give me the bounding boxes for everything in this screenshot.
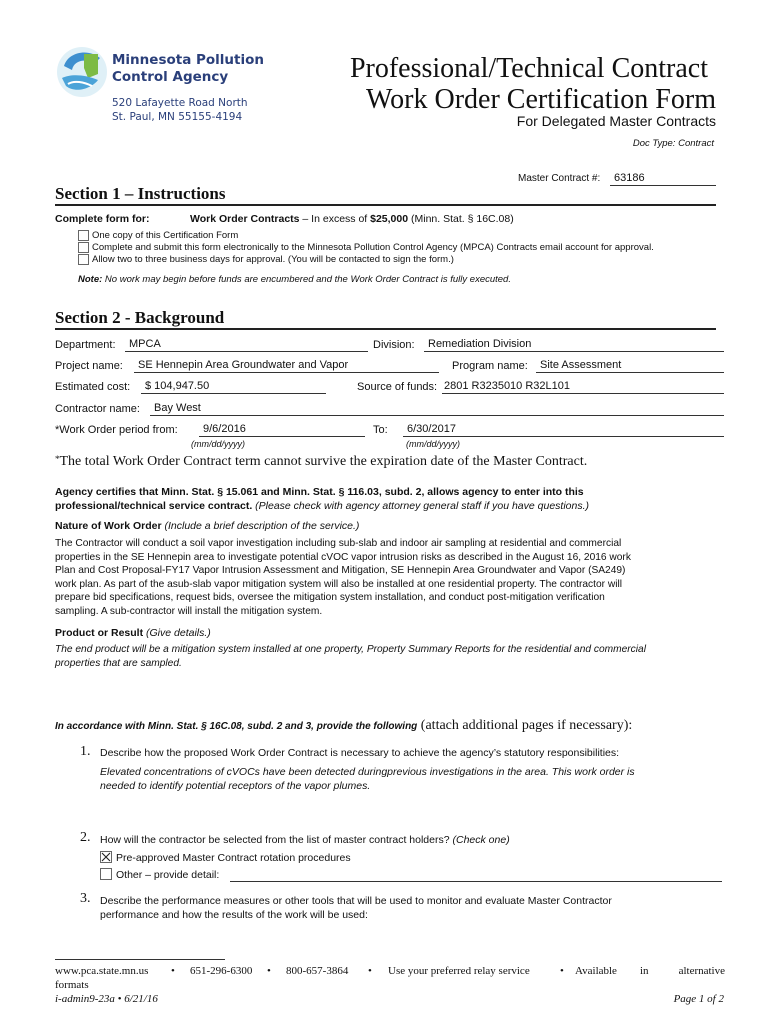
nature-line: The Contractor will conduct a soil vapor investigation including sub-slab and indoor air sampling at residential and commercial — [55, 538, 622, 549]
q3-number: 3. — [80, 891, 91, 906]
program-name-field[interactable]: Site Assessment — [536, 358, 724, 373]
q3-line2: performance and how the results of the work will be used: — [100, 908, 368, 921]
checked-x-icon — [101, 852, 111, 862]
excess-amount: $25,000 — [370, 213, 409, 225]
agency-name-line1: Minnesota Pollution — [112, 52, 265, 68]
footer-line1 — [55, 965, 725, 979]
footer-divider — [55, 959, 225, 960]
footer-formats: formats — [55, 979, 89, 991]
department-field[interactable]: MPCA — [125, 337, 368, 352]
date-format-hint-from: (mm/dd/yyyy) — [191, 439, 245, 449]
q3-line1: Describe the performance measures or other tools that will be used to monitor and evaluate Master Contractor — [100, 895, 612, 907]
footer-relay: Use your preferred relay service — [388, 965, 530, 977]
section1-heading: Section 1 – Instructions — [55, 184, 226, 203]
footer-phone2: 800-657-3864 — [286, 965, 349, 977]
provisions-intro-bold: In accordance with Minn. Stat. § 16C.08, subd. 2 and 3, provide the following — [55, 721, 418, 732]
contractor-name-label: Contractor name: — [55, 403, 140, 415]
agency-logo — [54, 44, 110, 100]
checkbox-preapproved-rotation[interactable] — [100, 851, 112, 863]
work-order-period-label: *Work Order period from: — [55, 424, 178, 436]
estimated-cost-field[interactable]: $ 104,947.50 — [141, 379, 326, 394]
program-name-label: Program name: — [452, 360, 528, 372]
title-line2: Work Order Certification Form — [366, 84, 716, 115]
nature-heading — [55, 520, 359, 534]
footer-available: Available — [575, 965, 617, 977]
master-contract-field[interactable]: 63186 — [610, 171, 716, 186]
note-label: Note: — [78, 274, 103, 285]
agency-name-line2: Control Agency — [112, 69, 229, 85]
title-line1: Professional/Technical Contract — [349, 53, 708, 84]
term-note-text: The total Work Order Contract term cannot survive the expiration date of the Master Contract. — [59, 454, 588, 469]
nature-line: work plan. As part of the asub-slab vapor mitigation system will also be installed at one residential property. The contractor will — [55, 578, 623, 590]
checkbox-submit-electronically[interactable] — [78, 242, 89, 253]
product-description[interactable] — [55, 643, 725, 670]
q2-number: 2. — [80, 830, 91, 845]
excess-prefix: – In excess of — [299, 213, 371, 225]
section1-divider — [55, 204, 716, 206]
term-note-star: * — [55, 454, 60, 464]
q2-hint: (Check one) — [449, 834, 510, 846]
note — [78, 274, 511, 285]
nature-hint: (Include a brief description of the service.) — [161, 520, 360, 532]
footer-bullet: • — [368, 965, 372, 977]
nature-line: prepare bid specifications, request bids, oversee the mitigation system installation, and conduct post-mitigation verification — [55, 592, 605, 604]
period-from-field[interactable]: 9/6/2016 — [199, 422, 365, 437]
q2-option1-label: Pre-approved Master Contract rotation procedures — [116, 852, 351, 864]
footer-bullet: • — [171, 965, 175, 977]
product-line: properties that are sampled. — [55, 657, 182, 669]
master-contract-label: Master Contract #: — [518, 173, 601, 184]
work-order-contracts-line — [190, 213, 514, 225]
footer-in: in — [640, 965, 649, 977]
checkbox-copy-form[interactable] — [78, 230, 89, 241]
product-heading — [55, 627, 211, 641]
source-of-funds-field[interactable]: 2801 R3235010 R32L101 — [442, 379, 724, 394]
agency-address — [112, 96, 248, 124]
doc-type: Doc Type: Contract — [632, 138, 714, 149]
note-text: No work may begin before funds are encumbered and the Work Order Contract is fully executed. — [102, 274, 511, 285]
footer-alternative: alternative — [678, 965, 725, 977]
project-name-label: Project name: — [55, 360, 123, 372]
division-label: Division: — [373, 339, 415, 351]
instruction-item-3: Allow two to three business days for approval. (You will be contacted to sign the form.) — [92, 254, 454, 265]
complete-form-label: Complete form for: — [55, 213, 150, 225]
footer-bullet: • — [267, 965, 271, 977]
q1-number: 1. — [80, 744, 91, 759]
excess-suffix: (Minn. Stat. § 16C.08) — [408, 213, 514, 225]
instruction-item-2: Complete and submit this form electronically to the Minnesota Pollution Control Agency (MPCA) Contracts email account for approval. — [92, 242, 654, 253]
section2-heading: Section 2 - Background — [55, 308, 225, 327]
checkbox-other[interactable] — [100, 868, 112, 880]
footer-bullet: • — [560, 965, 564, 977]
project-name-field[interactable]: SE Hennepin Area Groundwater and Vapor — [134, 358, 439, 373]
period-to-field[interactable]: 6/30/2017 — [403, 422, 724, 437]
q1-answer[interactable] — [100, 766, 635, 793]
q1-answer-line1: Elevated concentrations of cVOCs have been detected duringprevious investigations in the area. This work order is — [100, 766, 635, 778]
certify-bold: professional/technical service contract. — [55, 500, 253, 512]
nature-line: properties in the SE Hennepin area to investigate potential cVOC vapor intrusion risks as described in the August 16, 2016 work — [55, 551, 631, 563]
footer-page-number: Page 1 of 2 — [673, 993, 724, 1005]
certify-line2 — [55, 500, 589, 514]
product-line: The end product will be a mitigation system installed at one property, Property Summary Reports for the residential and commercial — [55, 644, 646, 655]
footer-website[interactable]: www.pca.state.mn.us — [55, 965, 149, 977]
nature-line: sampling. A sub-contractor will install the mitigation system. — [55, 605, 323, 617]
certify-line1: Agency certifies that Minn. Stat. § 15.061 and Minn. Stat. § 116.03, subd. 2, allows agency to enter into this — [55, 486, 584, 498]
source-of-funds-label: Source of funds: — [357, 381, 438, 393]
q1-text: Describe how the proposed Work Order Contract is necessary to achieve the agency’s statutory responsibilities: — [100, 747, 620, 759]
provisions-intro-serif: (attach additional pages if necessary): — [417, 718, 633, 733]
date-format-hint-to: (mm/dd/yyyy) — [406, 439, 460, 449]
footer-doc-id: i-admin9-23a • 6/21/16 — [55, 993, 158, 1005]
department-label: Department: — [55, 339, 116, 351]
q1-answer-line2: needed to identify potential receptors of the vapor plumes. — [100, 779, 371, 792]
nature-line: Plan and Cost Proposal-FY17 Vapor Intrusion Assessment and Mitigation, SE Hennepin Area Groundwater and Vapor (SA249) — [55, 565, 626, 577]
product-hint: (Give details.) — [143, 627, 211, 639]
product-label: Product or Result — [55, 627, 144, 639]
form-subtitle: For Delegated Master Contracts — [516, 113, 716, 129]
instruction-item-1: One copy of this Certification Form — [92, 230, 239, 241]
address-line2: St. Paul, MN 55155-4194 — [112, 111, 243, 123]
q3-text — [100, 895, 612, 922]
address-line1: 520 Lafayette Road North — [112, 97, 248, 109]
work-order-contracts: Work Order Contracts — [190, 213, 300, 225]
term-note — [55, 454, 587, 470]
nature-label: Nature of Work Order — [55, 520, 162, 532]
q2-question: How will the contractor be selected from the list of master contract holders? — [100, 834, 450, 846]
contractor-name-field[interactable]: Bay West — [150, 401, 724, 416]
section2-divider — [55, 328, 716, 330]
certify-italic: (Please check with agency attorney general staff if you have questions.) — [252, 500, 590, 512]
q2-option2-label: Other – provide detail: — [116, 869, 220, 881]
footer-phone1: 651-296-6300 — [190, 965, 253, 977]
form-title — [276, 53, 716, 115]
checkbox-allow-days[interactable] — [78, 254, 89, 265]
provisions-intro — [55, 718, 632, 734]
nature-description[interactable] — [55, 537, 725, 619]
period-to-label: To: — [373, 424, 388, 436]
agency-name — [112, 52, 264, 86]
q2-text — [100, 834, 510, 848]
estimated-cost-label: Estimated cost: — [55, 381, 131, 393]
other-detail-field[interactable] — [230, 881, 722, 882]
division-field[interactable]: Remediation Division — [424, 337, 724, 352]
